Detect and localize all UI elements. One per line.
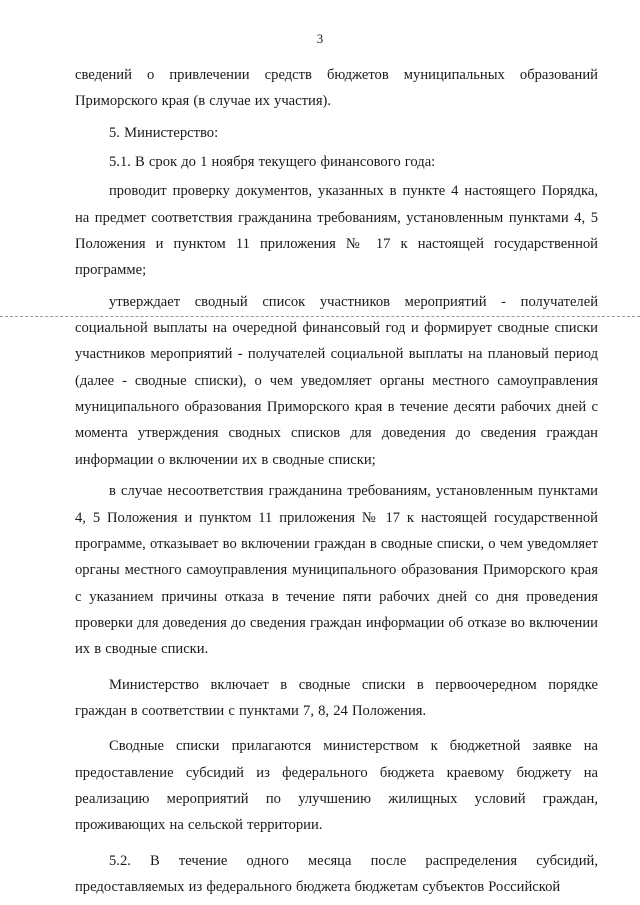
paragraph-approve-list: утверждает сводный список участников мероприятий - получателей социальной выплаты на очередной финансовый год и формирует сводные списки участников мероприятий - получателей социальной выплаты на плановый период (далее - сводные списки), о чем уведомляет органы местного самоуправления муниципального образования Приморского края в течение десяти рабочих дней с момента утверждения сводных списков для доведения до сведения граждан информации о включении их в сводные списки; bbox=[75, 293, 598, 468]
paragraph-priority-inclusion: Министерство включает в сводные списки в первоочередном порядке граждан в соответствии с пунктами 7, 8, 24 Положения. bbox=[75, 676, 598, 719]
paragraph-refusal: в случае несоответствия гражданина требованиям, установленным пунктами 4, 5 Положения и пунктом 11 приложения № 17 к настоящей государственной программе, отказывает во включении граждан в сводные списки, о чем уведомляет органы местного самоуправления муниципального образования Приморского края с указанием причины отказа в течение пяти рабочих дней со дня проведения проверки для доведения до сведения граждан информации об отказе во включении их в сводные списки. bbox=[75, 483, 598, 658]
paragraph-document-check: проводит проверку документов, указанных в пункте 4 настоящего Порядка, на предмет соответствия гражданина требованиям, установленным пунктами 4, 5 Положения и пунктом 11 приложения № 17 к настоящей государственной программе; bbox=[75, 183, 598, 279]
paragraph-budget-request: Сводные списки прилагаются министерством к бюджетной заявке на предоставление субсидий из федерального бюджета краевому бюджету на реализацию мероприятий по улучшению жилищных условий граждан, проживающих на сельской территории. bbox=[75, 738, 598, 834]
paragraph-continuation: сведений о привлечении средств бюджетов муниципальных образований Приморского края (в случае их участия). bbox=[75, 67, 598, 110]
page-number: 3 bbox=[316, 31, 324, 46]
paragraph-ministry-heading: 5. Министерство: bbox=[109, 124, 219, 141]
paragraph-5-1: 5.1. В срок до 1 ноября текущего финансового года: bbox=[109, 154, 436, 171]
document-body bbox=[75, 62, 598, 900]
paragraph-5-2: 5.2. В течение одного месяца после распределения субсидий, предоставляемых из федерального бюджета бюджетам субъектов Российской bbox=[75, 852, 598, 895]
